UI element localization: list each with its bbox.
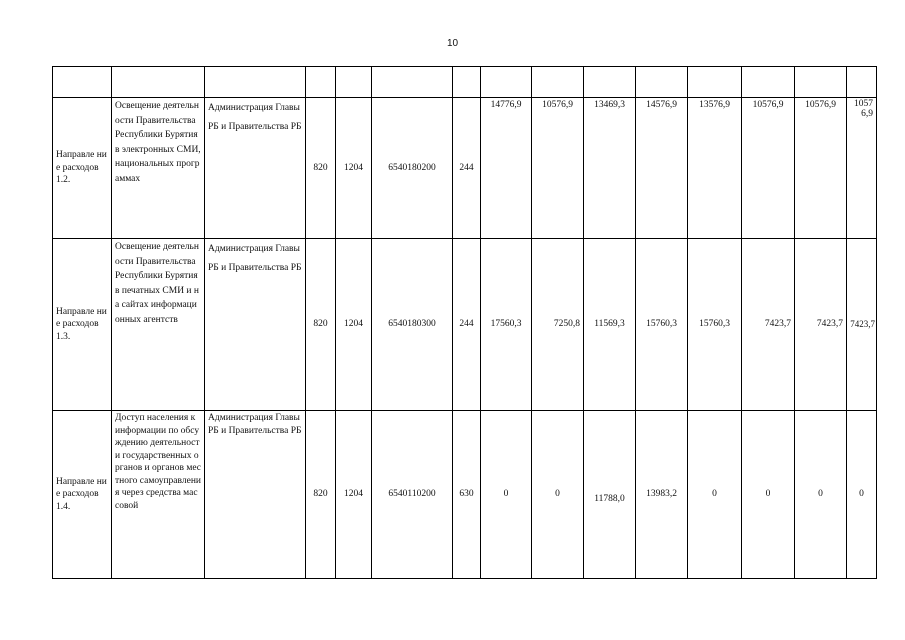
table-cell bbox=[336, 67, 372, 98]
executor-cell: Администрация Главы РБ и Правительства РБ bbox=[205, 239, 306, 411]
rzpr-cell: 1204 bbox=[336, 239, 372, 411]
value-cell: 0 bbox=[688, 411, 742, 579]
table-row bbox=[53, 98, 877, 239]
executor-cell: Администрация Главы РБ и Правительства РБ bbox=[205, 411, 306, 579]
value-cell: 10576,9 bbox=[532, 98, 584, 239]
table-cell bbox=[453, 67, 481, 98]
grbs-cell: 820 bbox=[306, 411, 336, 579]
table-cell bbox=[584, 67, 636, 98]
table-cell bbox=[481, 67, 532, 98]
grbs-cell: 820 bbox=[306, 239, 336, 411]
value-cell: 0 bbox=[795, 411, 847, 579]
value-cell: 10576,9 bbox=[795, 98, 847, 239]
value-cell: 7423,7 bbox=[742, 239, 795, 411]
value-cell: 7423,7 bbox=[795, 239, 847, 411]
table-row bbox=[53, 411, 877, 579]
value-cell: 0 bbox=[742, 411, 795, 579]
table-cell bbox=[205, 67, 306, 98]
direction-cell: Направле ние расходов 1.4. bbox=[53, 411, 112, 579]
value-cell: 7423,7 bbox=[847, 239, 877, 411]
table-cell bbox=[636, 67, 688, 98]
grbs-cell: 820 bbox=[306, 98, 336, 239]
table-cell bbox=[112, 67, 205, 98]
direction-cell: Направле ние расходов 1.3. bbox=[53, 239, 112, 411]
csr-cell: 6540110200 bbox=[372, 411, 453, 579]
value-cell: 0 bbox=[847, 411, 877, 579]
direction-cell: Направле ние расходов 1.2. bbox=[53, 98, 112, 239]
vr-cell: 244 bbox=[453, 239, 481, 411]
value-cell: 13983,2 bbox=[636, 411, 688, 579]
table-cell bbox=[532, 67, 584, 98]
value-cell: 7250,8 bbox=[532, 239, 584, 411]
value-cell: 14576,9 bbox=[636, 98, 688, 239]
table-cell bbox=[688, 67, 742, 98]
value-cell: 15760,3 bbox=[688, 239, 742, 411]
budget-table bbox=[52, 66, 877, 579]
value-cell: 13576,9 bbox=[688, 98, 742, 239]
description-cell: Доступ населения к информации по обсуждению деятельности государственных органов и органов местного самоуправления через средства массовой bbox=[112, 411, 205, 579]
table-row bbox=[53, 239, 877, 411]
csr-cell: 6540180300 bbox=[372, 239, 453, 411]
value-cell: 11788,0 bbox=[584, 411, 636, 579]
page-number: 10 bbox=[446, 38, 459, 49]
value-cell: 0 bbox=[532, 411, 584, 579]
table-cell bbox=[306, 67, 336, 98]
value-cell: 17560,3 bbox=[481, 239, 532, 411]
executor-cell: Администрация Главы РБ и Правительства РБ bbox=[205, 98, 306, 239]
vr-cell: 244 bbox=[453, 98, 481, 239]
value-cell: 0 bbox=[481, 411, 532, 579]
csr-cell: 6540180200 bbox=[372, 98, 453, 239]
description-cell: Освещение деятельности Правительства Республики Бурятия в печатных СМИ и на сайтах информационных агентств bbox=[112, 239, 205, 411]
table-cell bbox=[795, 67, 847, 98]
value-cell: 15760,3 bbox=[636, 239, 688, 411]
description-cell: Освещение деятельности Правительства Республики Бурятия в электронных СМИ, национальных программах bbox=[112, 98, 205, 239]
value-cell: 10576,9 bbox=[847, 98, 877, 239]
value-cell: 13469,3 bbox=[584, 98, 636, 239]
table-cell bbox=[53, 67, 112, 98]
table-cell bbox=[847, 67, 877, 98]
value-cell: 10576,9 bbox=[742, 98, 795, 239]
rzpr-cell: 1204 bbox=[336, 98, 372, 239]
table-header-row bbox=[53, 67, 877, 98]
table-cell bbox=[742, 67, 795, 98]
rzpr-cell: 1204 bbox=[336, 411, 372, 579]
table-cell bbox=[372, 67, 453, 98]
value-cell: 14776,9 bbox=[481, 98, 532, 239]
vr-cell: 630 bbox=[453, 411, 481, 579]
value-cell: 11569,3 bbox=[584, 239, 636, 411]
